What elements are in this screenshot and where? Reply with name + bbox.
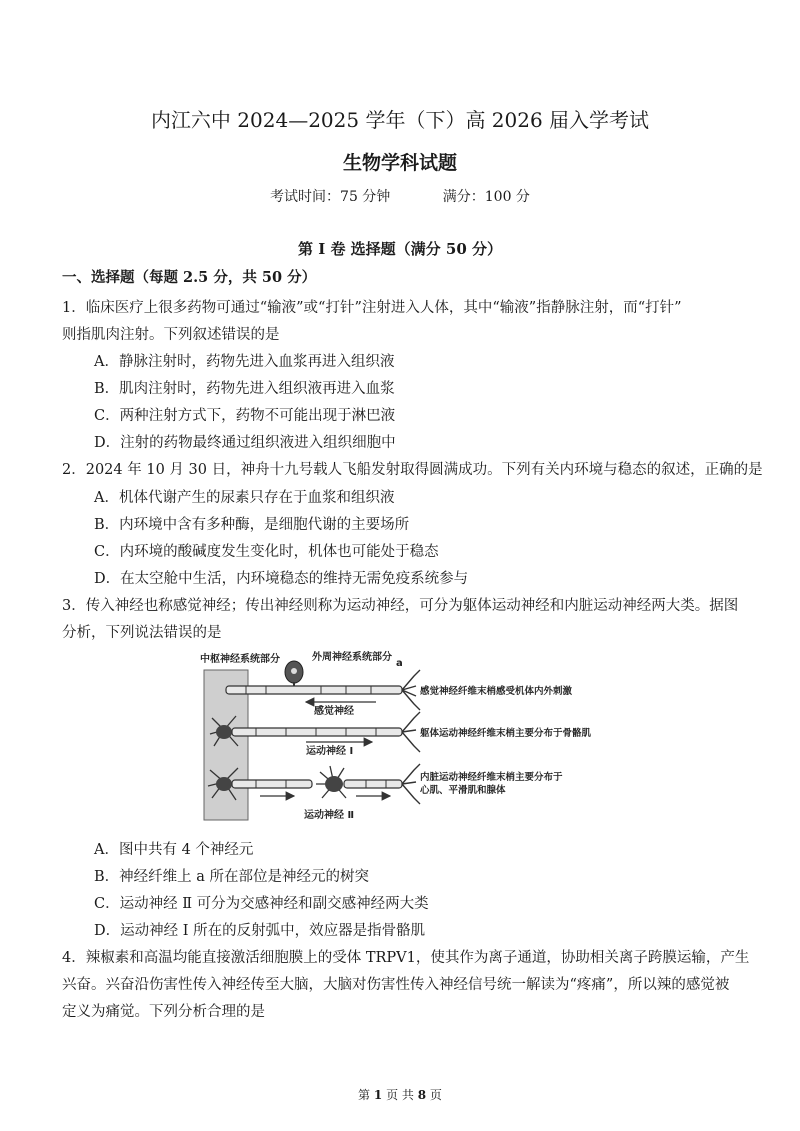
exam-time: 考试时间：75 分钟 — [270, 189, 391, 205]
question-3-option-a: A．图中共有 4 个神经元 — [94, 842, 254, 858]
exam-title: 内江六中 2024—2025 学年（下）高 2026 届入学考试 — [150, 108, 650, 132]
question-4-stem-line-1: 4．辣椒素和高温均能直接激活细胞膜上的受体 TRPV1，使其作为离子通道，协助相关离子跨膜运输，产生 — [62, 950, 750, 966]
page-footer — [0, 1086, 800, 1103]
motor-neuron-2 — [208, 764, 563, 821]
sensory-neuron — [226, 661, 573, 717]
question-1-option-a: A．静脉注射时，药物先进入血浆再进入组织液 — [94, 354, 395, 370]
question-4-stem-line-3: 定义为痛觉。下列分析合理的是 — [62, 1004, 265, 1020]
footer-middle: 页 共 — [386, 1088, 414, 1102]
subject-title: 生物学科试题 — [342, 152, 457, 174]
label-sensory: 感觉神经 — [314, 706, 354, 717]
footer-prefix: 第 — [358, 1088, 371, 1102]
question-4-stem-line-2: 兴奋。兴奋沿伤害性传入神经传至大脑，大脑对伤害性传入神经信号统一解读为“疼痛”，所以辣的感觉被 — [62, 977, 730, 993]
question-1-option-d: D．注射的药物最终通过组织液进入组织细胞中 — [94, 435, 396, 451]
exam-meta — [0, 186, 800, 206]
full-score: 满分：100 分 — [442, 189, 530, 205]
question-1-stem-line-1: 1．临床医疗上很多药物可通过“输液”或“打针”注射进入人体，其中“输液”指静脉注射，而“打针” — [62, 300, 682, 316]
question-2-option-a: A．机体代谢产生的尿素只存在于血浆和组织液 — [94, 490, 395, 506]
question-2-option-d: D．在太空舱中生活，内环境稳态的维持无需免疫系统参与 — [94, 571, 469, 587]
question-1-stem-line-2: 则指肌肉注射。下列叙述错误的是 — [62, 327, 280, 343]
question-2-option-b: B．内环境中含有多种酶，是细胞代谢的主要场所 — [94, 517, 410, 533]
note-visceral-line-1: 内脏运动神经纤维末梢主要分布于 — [420, 772, 563, 783]
total-pages: 8 — [417, 1088, 427, 1102]
label-cns: 中枢神经系统部分 — [200, 654, 280, 665]
note-visceral-line-2: 心肌、平滑肌和腺体 — [420, 785, 506, 796]
question-1-option-b: B．肌肉注射时，药物先进入组织液再进入血浆 — [94, 381, 395, 397]
label-motor-2: 运动神经 Ⅱ — [304, 810, 355, 821]
label-motor-1: 运动神经 Ⅰ — [306, 746, 354, 757]
current-page: 1 — [373, 1088, 383, 1102]
question-2-option-c: C．内环境的酸碱度发生变化时，机体也可能处于稳态 — [94, 544, 439, 560]
note-somatic: 躯体运动神经纤维末梢主要分布于骨骼肌 — [420, 728, 592, 739]
question-3-stem-line-1: 3．传入神经也称感觉神经；传出神经则称为运动神经，可分为躯体运动神经和内脏运动神经两大类。据图 — [62, 598, 739, 614]
note-sensory: 感觉神经纤维末梢感受机体内外刺激 — [420, 686, 573, 697]
motor-neuron-1 — [210, 712, 592, 757]
section-title: 第 I 卷 选择题（满分 50 分） — [297, 240, 502, 258]
label-pns: 外周神经系统部分 — [312, 652, 392, 663]
question-2-stem-line-1: 2．2024 年 10 月 30 日，神舟十九号载人飞船发射取得圆满成功。下列有关内环境与稳态的叙述，正确的是 — [62, 462, 763, 478]
question-3-option-b: B．神经纤维上 a 所在部位是神经元的树突 — [94, 869, 370, 885]
question-1-option-c: C．两种注射方式下，药物不可能出现于淋巴液 — [94, 408, 396, 424]
question-3-option-d: D．运动神经 Ⅰ 所在的反射弧中，效应器是指骨骼肌 — [94, 923, 426, 939]
question-3-stem-line-2: 分析，下列说法错误的是 — [62, 625, 222, 641]
footer-suffix: 页 — [429, 1088, 442, 1102]
part-heading: 一、选择题（每题 2.5 分，共 50 分） — [62, 269, 317, 286]
label-a: a — [396, 658, 403, 669]
nervous-system-figure — [196, 646, 636, 828]
question-3-option-c: C．运动神经 Ⅱ 可分为交感神经和副交感神经两大类 — [94, 896, 429, 912]
